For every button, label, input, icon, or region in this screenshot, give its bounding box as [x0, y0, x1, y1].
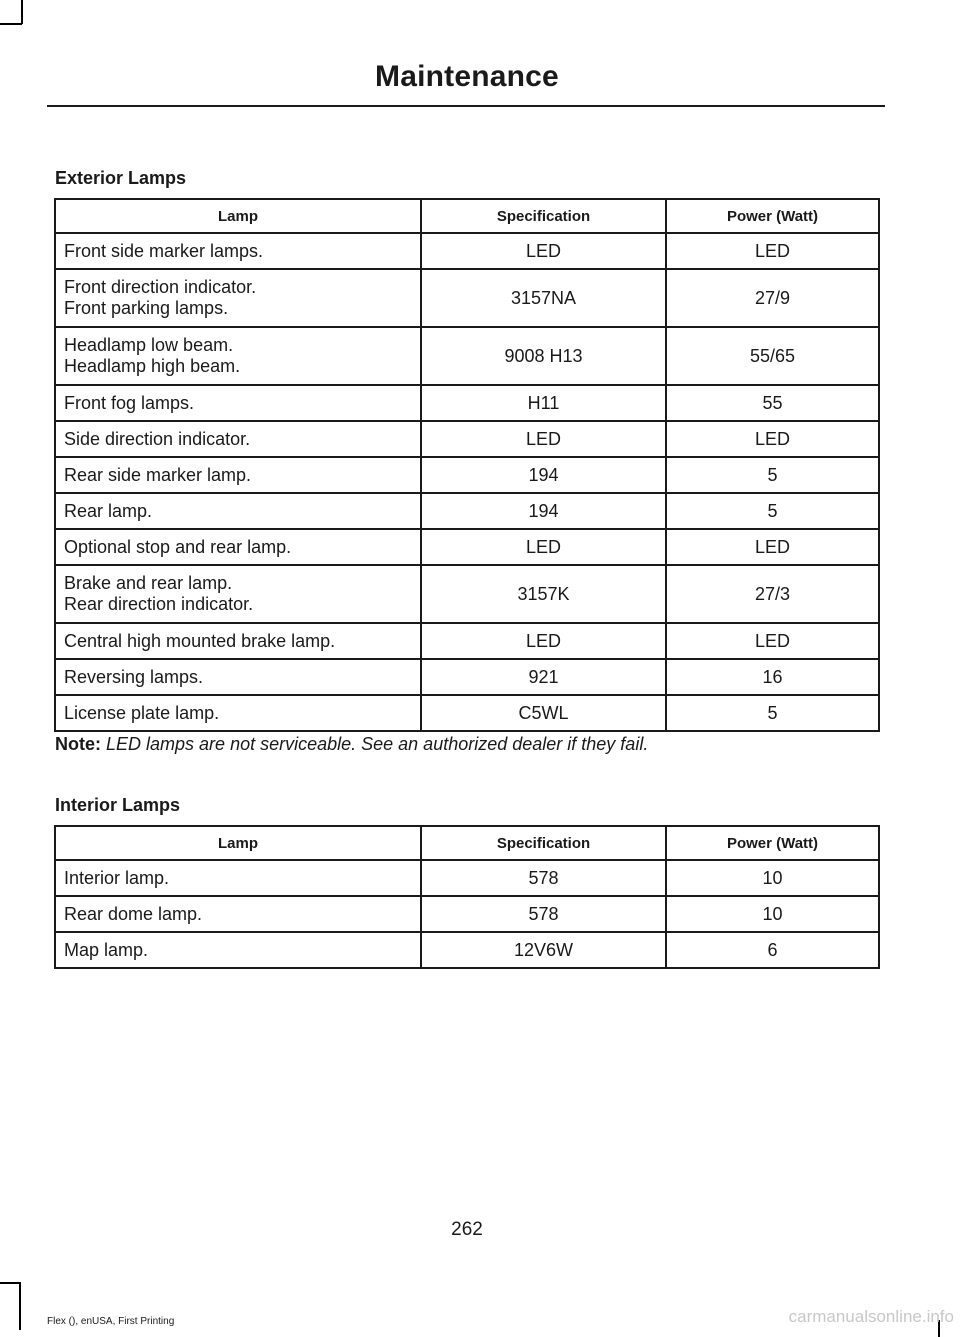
lamp-cell: [55, 695, 421, 731]
table-row: [55, 860, 879, 896]
table-row: [55, 932, 879, 968]
lamp-name: Interior lamp.: [64, 867, 170, 888]
table-row: [55, 421, 879, 457]
specification-cell: LED: [421, 233, 666, 269]
power-cell: 5: [666, 457, 879, 493]
power-cell: 10: [666, 896, 879, 932]
lamp-name: Headlamp high beam.: [64, 356, 241, 376]
lamp-cell: [55, 457, 421, 493]
table-header-row: [55, 826, 879, 860]
column-header-power: Power (Watt): [666, 826, 879, 860]
crop-mark: [0, 23, 22, 25]
specification-cell: LED: [421, 623, 666, 659]
exterior-lamps-heading: Exterior Lamps: [55, 168, 187, 188]
specification-cell: 194: [421, 457, 666, 493]
lamp-cell: [55, 493, 421, 529]
note-text: LED lamps are not serviceable. See an authorized dealer if they fail.: [106, 734, 649, 754]
interior-lamps-table: [54, 825, 880, 969]
note-label: Note:: [55, 734, 101, 754]
table-header-row: [55, 199, 879, 233]
specification-cell: 578: [421, 860, 666, 896]
specification-cell: LED: [421, 529, 666, 565]
power-cell: 27/9: [666, 269, 879, 327]
footer-text: Flex (), enUSA, First Printing: [47, 1316, 175, 1327]
lamp-name: Front side marker lamps.: [64, 240, 264, 261]
lamp-cell: [55, 269, 421, 327]
lamp-cell: [55, 623, 421, 659]
table-row: [55, 659, 879, 695]
table-row: [55, 233, 879, 269]
lamp-cell: [55, 233, 421, 269]
power-cell: 55/65: [666, 327, 879, 385]
power-cell: 16: [666, 659, 879, 695]
lamp-name: Front direction indicator.: [64, 277, 257, 297]
table-row: [55, 896, 879, 932]
specification-cell: 12V6W: [421, 932, 666, 968]
lamp-cell: [55, 565, 421, 623]
lamp-name: License plate lamp.: [64, 702, 220, 723]
power-cell: 5: [666, 695, 879, 731]
crop-mark: [21, 0, 23, 24]
power-cell: LED: [666, 421, 879, 457]
specification-cell: 3157K: [421, 565, 666, 623]
watermark: carmanualsonline.info: [788, 1307, 954, 1326]
lamp-cell: [55, 932, 421, 968]
specification-cell: 3157NA: [421, 269, 666, 327]
lamp-name: Front parking lamps.: [64, 298, 229, 318]
lamp-name: Side direction indicator.: [64, 428, 251, 449]
table-row: [55, 327, 879, 385]
lamp-name: Reversing lamps.: [64, 666, 204, 687]
column-header-power: Power (Watt): [666, 199, 879, 233]
column-header-specification: Specification: [421, 199, 666, 233]
lamp-name: Front fog lamps.: [64, 392, 195, 413]
interior-lamps-heading: Interior Lamps: [55, 795, 181, 815]
lamp-name: Optional stop and rear lamp.: [64, 536, 292, 557]
lamp-cell: [55, 659, 421, 695]
power-cell: LED: [666, 529, 879, 565]
header-divider: [47, 105, 885, 107]
power-cell: 5: [666, 493, 879, 529]
power-cell: 10: [666, 860, 879, 896]
exterior-lamps-table: [54, 198, 880, 732]
crop-mark: [0, 1282, 20, 1284]
table-row: [55, 385, 879, 421]
specification-cell: 9008 H13: [421, 327, 666, 385]
power-cell: 6: [666, 932, 879, 968]
table-row: [55, 269, 879, 327]
table-row: [55, 695, 879, 731]
power-cell: LED: [666, 623, 879, 659]
table-row: [55, 529, 879, 565]
power-cell: 27/3: [666, 565, 879, 623]
lamp-name: Rear side marker lamp.: [64, 464, 252, 485]
lamp-cell: [55, 896, 421, 932]
page-title: Maintenance: [375, 60, 559, 93]
table-row: [55, 493, 879, 529]
lamp-cell: [55, 860, 421, 896]
column-header-specification: Specification: [421, 826, 666, 860]
column-header-lamp: Lamp: [55, 826, 421, 860]
lamp-name: Rear direction indicator.: [64, 594, 254, 614]
page-number: 262: [451, 1219, 483, 1240]
lamp-cell: [55, 421, 421, 457]
column-header-lamp: Lamp: [55, 199, 421, 233]
lamp-name: Central high mounted brake lamp.: [64, 630, 336, 651]
lamp-name: Rear dome lamp.: [64, 903, 203, 924]
lamp-cell: [55, 327, 421, 385]
specification-cell: LED: [421, 421, 666, 457]
lamp-name: Rear lamp.: [64, 500, 153, 521]
lamp-name: Brake and rear lamp.: [64, 573, 233, 593]
lamp-name: Headlamp low beam.: [64, 335, 234, 355]
note: [55, 734, 648, 755]
specification-cell: H11: [421, 385, 666, 421]
table-row: [55, 457, 879, 493]
lamp-cell: [55, 385, 421, 421]
specification-cell: 921: [421, 659, 666, 695]
specification-cell: 578: [421, 896, 666, 932]
specification-cell: C5WL: [421, 695, 666, 731]
table-row: [55, 565, 879, 623]
lamp-name: Map lamp.: [64, 939, 149, 960]
table-row: [55, 623, 879, 659]
crop-mark: [19, 1282, 21, 1330]
specification-cell: 194: [421, 493, 666, 529]
lamp-cell: [55, 529, 421, 565]
power-cell: LED: [666, 233, 879, 269]
power-cell: 55: [666, 385, 879, 421]
